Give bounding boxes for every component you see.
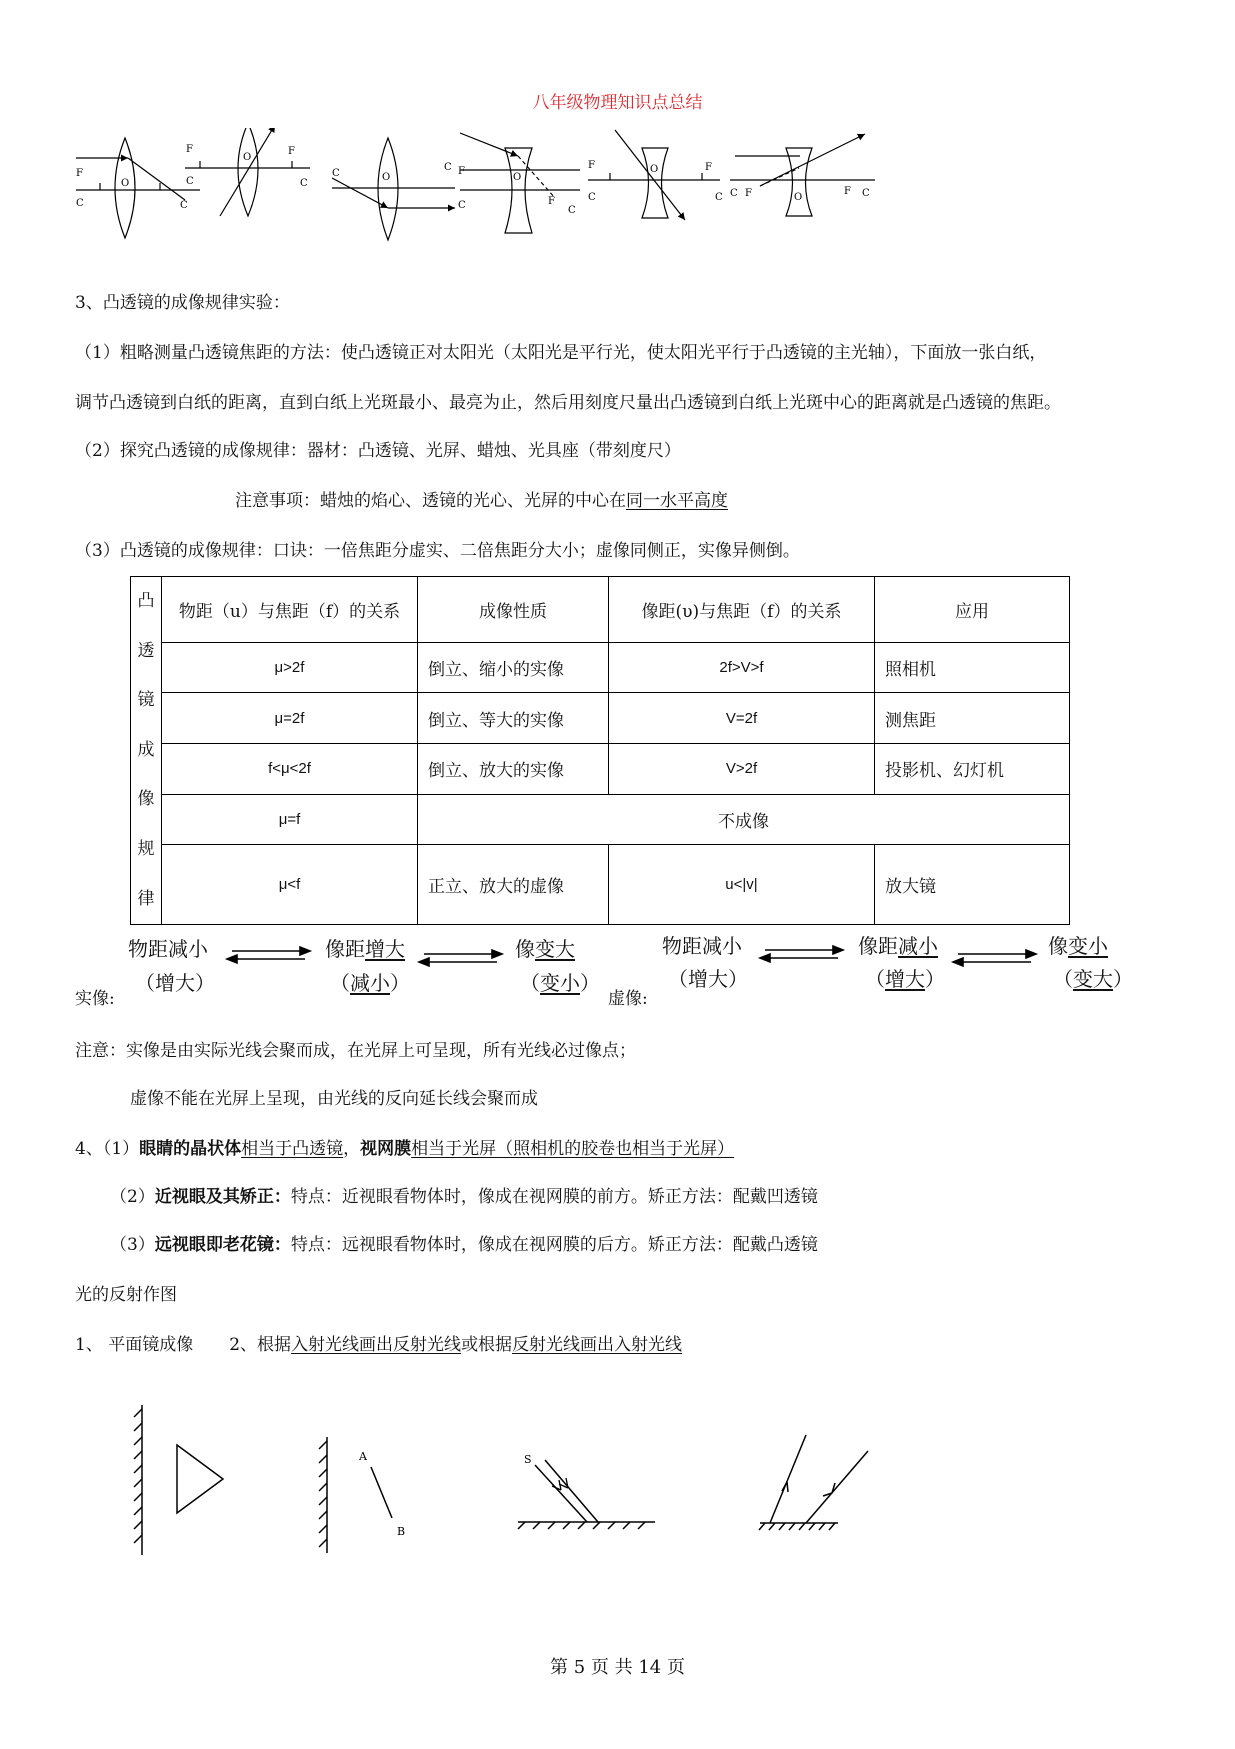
page-footer: 第 5 页 共 14 页 [550,1657,685,1678]
incident-ray-diagram [518,1460,655,1529]
real-image-label: 实像: [75,989,115,1009]
page-title: 八年级物理知识点总结 [532,93,703,113]
table-row: μ=f 不成像 [131,794,1070,845]
svg-text:O: O [121,178,130,189]
lens-diagram-4 [460,133,580,233]
table-row: μ=2f 倒立、等大的实像 V=2f 测焦距 [131,693,1070,744]
svg-text:F: F [745,188,752,199]
svg-text:C: C [180,200,188,211]
lens-diagram-6 [730,134,875,216]
svg-text:O: O [513,172,522,183]
lens-diagrams [70,128,990,248]
reflection-diagrams [120,1395,960,1575]
svg-text:F: F [288,146,295,157]
paragraph-1-line-1: （1）粗略测量凸透镜焦距的方法：使凸透镜正对太阳光（太阳光是平行光，使太阳光平行于凸透镜的主光轴），下面放一张白纸， [75,343,1047,363]
virtual-image-label: 虚像: [608,989,648,1009]
section-3-heading: 3、凸透镜的成像规律实验： [75,293,290,313]
plane-mirror-2 [319,1437,392,1553]
svg-text:C: C [300,178,308,189]
note-underlined: 同一水平高度 [626,491,728,511]
header-image-distance: 像距(υ)与焦距（f）的关系 [609,577,875,643]
paragraph-1-line-2: 调节凸透镜到白纸的距离，直到白纸上光斑最小、最亮为止，然后用刻度尺量出凸透镜到白纸上光斑中心的距离就是凸透镜的焦距。 [75,393,1061,413]
svg-text:C: C [568,205,576,216]
svg-text:C: C [76,198,84,209]
mnemonic-arrows [0,940,1235,980]
svg-text:C: C [715,192,723,203]
table-row: f<μ<2f 倒立、放大的实像 V>2f 投影机、幻灯机 [131,743,1070,794]
svg-text:C: C [862,188,870,199]
label-S: S [524,1453,532,1466]
note-real-image: 注意：实像是由实际光线会聚而成，在光屏上可呈现，所有光线必过像点； [75,1041,636,1061]
svg-text:C: C [458,200,466,211]
section-4-line-2: （2）近视眼及其矫正：特点：近视眼看物体时，像成在视网膜的前方。矫正方法：配戴凹透镜 [110,1187,818,1207]
note-line: 注意事项：蜡烛的焰心、透镜的光心、光屏的中心在同一水平高度 [235,491,728,511]
svg-text:F: F [548,196,555,207]
svg-text:C: C [588,192,596,203]
svg-text:F: F [844,186,851,197]
svg-text:C: C [444,162,452,173]
label-B: B [397,1525,406,1538]
svg-text:C: C [186,176,194,187]
imaging-rules-table [130,576,1070,925]
lens-diagram-2 [185,128,310,216]
svg-text:F: F [186,144,193,155]
reflection-heading: 光的反射作图 [75,1285,177,1305]
svg-text:F: F [458,166,465,177]
paragraph-3: （3）凸透镜的成像规律：口诀：一倍焦距分虚实、二倍焦距分大小；虚像同侧正，实像异侧倒。 [75,541,800,561]
lens-diagram-5 [588,130,720,220]
svg-text:O: O [243,152,252,163]
svg-text:O: O [382,172,391,183]
plane-mirror-1 [134,1405,223,1555]
svg-text:O: O [794,192,803,203]
lens-diagram-3 [332,138,455,240]
table-header-row [131,577,1070,643]
svg-text:C: C [730,188,738,199]
header-application: 应用 [875,577,1070,643]
svg-text:C: C [332,168,340,179]
svg-text:F: F [588,160,595,171]
reflection-items: 1、 平面镜成像 2、根据入射光线画出反射光线或根据反射光线画出入射光线 [75,1335,683,1355]
header-object-distance: 物距（u）与焦距（f）的关系 [162,577,418,643]
label-A: A [359,1450,367,1463]
paragraph-2: （2）探究凸透镜的成像规律：器材：凸透镜、光屏、蜡烛、光具座（带刻度尺） [75,441,681,461]
svg-text:F: F [705,162,712,173]
table-row: μ>2f 倒立、缩小的实像 2f>V>f 照相机 [131,642,1070,693]
section-4-line-3: （3）远视眼即老花镜：特点：远视眼看物体时，像成在视网膜的后方。矫正方法：配戴凸透镜 [110,1235,818,1255]
header-image-nature: 成像性质 [418,577,609,643]
note-virtual-image: 虚像不能在光屏上呈现，由光线的反向延长线会聚而成 [130,1089,538,1109]
table-row: μ<f 正立、放大的虚像 u<|v| 放大镜 [131,845,1070,925]
table-side-label: 凸 透 镜 成 像 规 律 [131,577,162,925]
lens-diagram-1 [76,138,200,238]
section-4-line-1: 4、（1）眼睛的晶状体相当于凸透镜，视网膜相当于光屏（照相机的胶卷也相当于光屏） [75,1139,735,1159]
svg-text:O: O [650,164,659,175]
reflected-ray-diagram [759,1435,868,1530]
label-F: F [76,168,83,179]
